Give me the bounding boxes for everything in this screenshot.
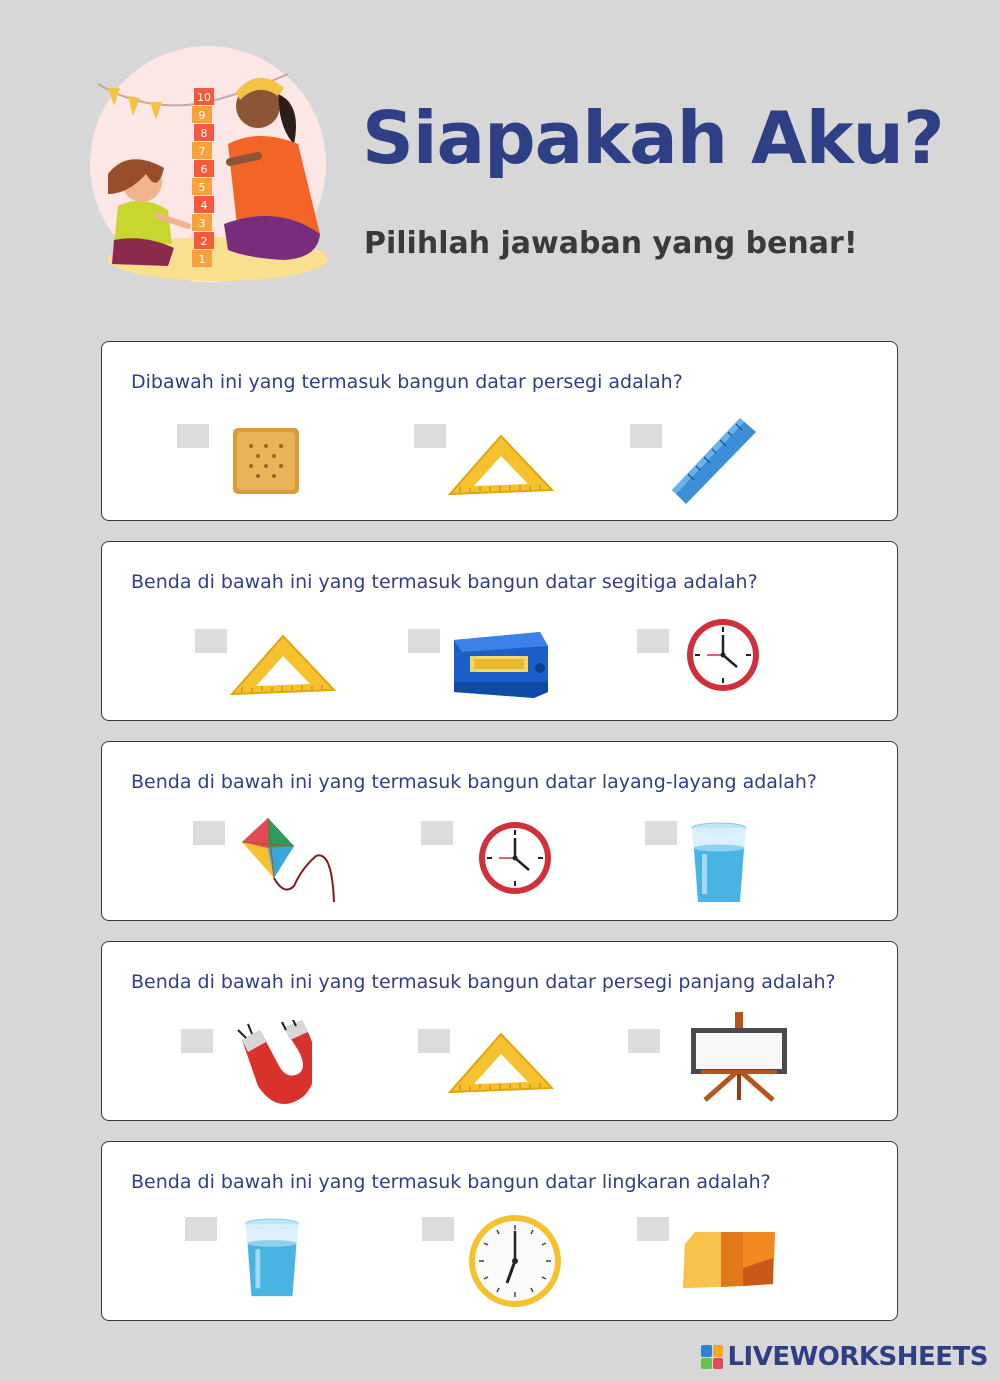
answer-checkbox[interactable] <box>421 821 453 845</box>
block-number: 10 <box>197 91 211 104</box>
block-number: 3 <box>198 217 206 230</box>
block-number: 2 <box>200 235 208 248</box>
glass-icon <box>690 822 748 906</box>
answer-checkbox[interactable] <box>637 1217 669 1241</box>
set-square-icon <box>230 632 336 698</box>
block-number: 6 <box>200 163 208 176</box>
kite-icon <box>240 816 338 904</box>
eraser-icon <box>681 1228 777 1292</box>
answer-checkbox[interactable] <box>414 424 446 448</box>
answer-checkbox[interactable] <box>637 629 669 653</box>
teacher-child-illustration <box>88 44 334 294</box>
answer-checkbox[interactable] <box>181 1029 213 1053</box>
answer-checkbox[interactable] <box>195 629 227 653</box>
magnet-icon <box>228 1020 312 1106</box>
question-text: Benda di bawah ini yang termasuk bangun datar layang-layang adalah? <box>131 771 817 793</box>
page-title: Siapakah Aku? <box>362 96 944 180</box>
answer-checkbox[interactable] <box>630 424 662 448</box>
question-card <box>101 541 898 721</box>
question-text: Benda di bawah ini yang termasuk bangun datar lingkaran adalah? <box>131 1171 771 1193</box>
answer-checkbox[interactable] <box>193 821 225 845</box>
answer-checkbox[interactable] <box>422 1217 454 1241</box>
question-card <box>101 941 898 1121</box>
set-square-icon <box>448 1030 554 1096</box>
sharpener-icon <box>448 626 552 702</box>
cracker-icon <box>231 426 301 496</box>
block-number: 7 <box>198 145 206 158</box>
wall-clock-icon <box>467 1213 563 1309</box>
block-number: 5 <box>198 181 206 194</box>
clock-icon <box>477 820 553 896</box>
whiteboard-icon <box>689 1010 789 1102</box>
answer-checkbox[interactable] <box>408 629 440 653</box>
set-square-icon <box>448 432 554 498</box>
question-card <box>101 741 898 921</box>
liveworksheets-brand <box>701 1342 988 1372</box>
ruler-icon <box>668 414 758 506</box>
answer-checkbox[interactable] <box>628 1029 660 1053</box>
block-number: 4 <box>200 199 208 212</box>
answer-checkbox[interactable] <box>645 821 677 845</box>
question-text: Dibawah ini yang termasuk bangun datar persegi adalah? <box>131 371 683 393</box>
question-text: Benda di bawah ini yang termasuk bangun datar persegi panjang adalah? <box>131 971 836 993</box>
clock-icon <box>685 617 761 693</box>
page-subtitle: Pilihlah jawaban yang benar! <box>364 226 858 261</box>
block-number: 9 <box>198 109 206 122</box>
answer-checkbox[interactable] <box>177 424 209 448</box>
answer-checkbox[interactable] <box>185 1217 217 1241</box>
answer-checkbox[interactable] <box>418 1029 450 1053</box>
question-card <box>101 341 898 521</box>
brand-name: LIVEWORKSHEETS <box>727 1342 988 1372</box>
glass-icon <box>243 1218 301 1300</box>
block-number: 1 <box>198 253 206 266</box>
liveworksheets-logo-icon <box>701 1345 723 1369</box>
block-number: 8 <box>200 127 208 140</box>
question-text: Benda di bawah ini yang termasuk bangun datar segitiga adalah? <box>131 571 758 593</box>
question-card <box>101 1141 898 1321</box>
